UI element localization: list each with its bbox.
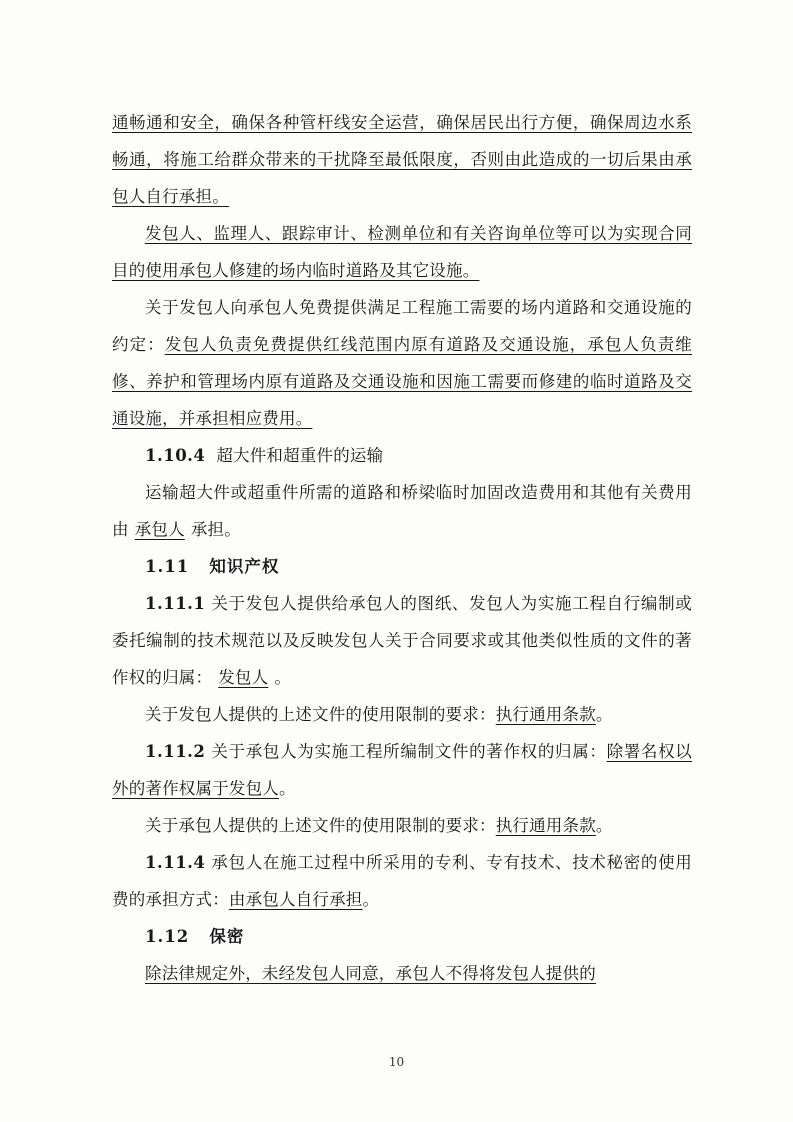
- paragraph-1: [112, 104, 692, 215]
- section-heading-1-10-4: [112, 437, 692, 474]
- paragraph-9: [112, 733, 692, 807]
- paragraph-7-lead: 关于发包人提供给承包人的图纸、发包人为实施工程自行编制或委托编制的技术规范以及反映发包人关于合同要求或其他类似性质的文件的著作权的归属：: [112, 594, 692, 687]
- paragraph-1-text: 通畅通和安全，确保各种管杆线安全运营，确保居民出行方便，确保周边水系畅通，将施工给群众带来的干扰降至最低限度，否则由此造成的一切后果由承包人自行承担。: [112, 113, 692, 206]
- paragraph-13: [112, 955, 692, 992]
- paragraph-13-text: 除法律规定外，未经发包人同意，承包人不得将发包人提供的: [145, 964, 596, 983]
- paragraph-8-tail: 。: [595, 705, 613, 724]
- section-heading-1-12: [112, 918, 692, 955]
- paragraph-5: [112, 474, 692, 548]
- paragraph-3-underlined: 发包人负责免费提供红线范围内原有道路及交通设施，承包人负责维修、养护和管理场内原有道路及交通设施和因施工需要而修建的临时道路及交通设施，并承担相应费用。: [112, 335, 692, 428]
- paragraph-10-lead: 关于承包人提供的上述文件的使用限制的要求：: [145, 816, 496, 835]
- paragraph-7-tail: 。: [274, 668, 292, 687]
- paragraph-7: [112, 585, 692, 696]
- clause-number: 1.11.4: [145, 853, 206, 872]
- section-number: 1.12: [145, 927, 190, 946]
- paragraph-9-tail: 。: [279, 779, 296, 798]
- paragraph-11: [112, 844, 692, 918]
- paragraph-3-lead: 关于发包人向承包人免费提供满足工程施工需要的场内道路和交通设施的约定：: [112, 298, 692, 354]
- page-number: 10: [388, 1055, 405, 1069]
- paragraph-5-fill: 承包人: [134, 520, 185, 539]
- paragraph-7-fill: 发包人: [218, 668, 269, 687]
- paragraph-8-lead: 关于发包人提供的上述文件的使用限制的要求：: [145, 705, 496, 724]
- paragraph-11-underlined: 由承包人自行承担: [228, 890, 363, 909]
- paragraph-8-underlined: 执行通用条款: [495, 705, 596, 724]
- section-number: 1.10.4: [145, 446, 206, 465]
- paragraph-9-underlined: 除署名权以外的著作权属于发包人: [112, 742, 692, 798]
- document-body: [112, 104, 692, 992]
- section-title: 超大件和超重件的运输: [216, 446, 384, 465]
- section-heading-1-11: [112, 548, 692, 585]
- paragraph-10-tail: 。: [595, 816, 613, 835]
- paragraph-11-tail: 。: [362, 890, 380, 909]
- paragraph-2: [112, 215, 692, 289]
- paragraph-5-lead: 运输超大件或超重件所需的道路和桥梁临时加固改造费用和其他有关费用由: [112, 483, 692, 539]
- section-title: 知识产权: [209, 557, 280, 576]
- paragraph-5-tail: 承担。: [190, 520, 241, 539]
- section-title: 保密: [209, 927, 245, 946]
- paragraph-2-text: 发包人、监理人、跟踪审计、检测单位和有关咨询单位等可以为实现合同目的使用承包人修建的场内临时道路及其它设施。: [112, 224, 692, 280]
- paragraph-11-lead: 承包人在施工过程中所采用的专利、专有技术、技术秘密的使用费的承担方式：: [112, 853, 692, 909]
- clause-number: 1.11.1: [145, 594, 206, 613]
- paragraph-10: [112, 807, 692, 844]
- paragraph-8: [112, 696, 692, 733]
- clause-number: 1.11.2: [145, 742, 206, 761]
- paragraph-3: [112, 289, 692, 437]
- section-number: 1.11: [145, 557, 190, 576]
- paragraph-10-underlined: 执行通用条款: [495, 816, 596, 835]
- paragraph-9-lead: 关于承包人为实施工程所编制文件的著作权的归属：: [211, 742, 607, 761]
